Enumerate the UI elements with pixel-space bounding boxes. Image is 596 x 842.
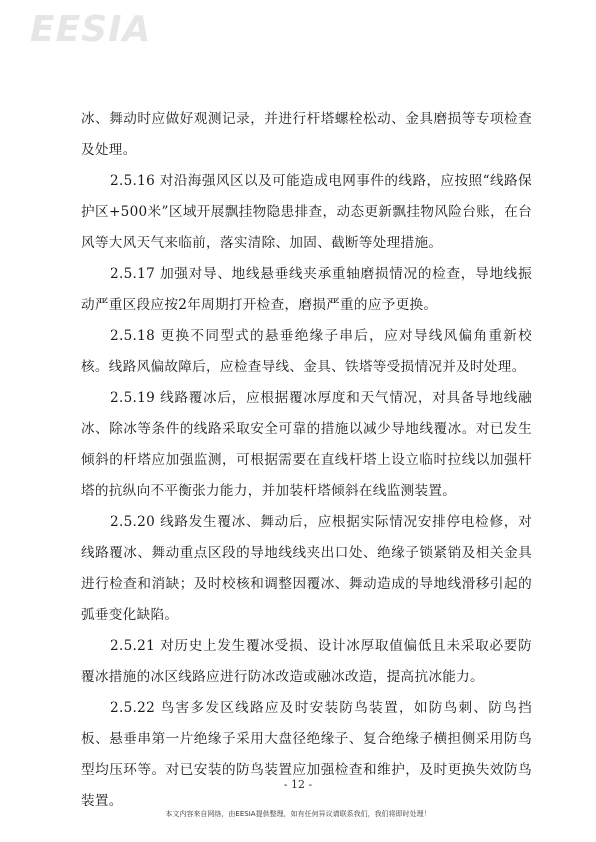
paragraph-2-5-19: 2.5.19 线路覆冰后，应根据覆冰厚度和天气情况，对具备导地线融冰、除冰等条件的线路采取安全可靠的措施以减少导地线覆冰。对已发生倾斜的杆塔应加强监测，可根据需要在直线杆塔上设立临时拉线以加强杆塔的抗纵向不平衡张力能力，并加装杆塔倾斜在线监测装置。	[81, 390, 532, 499]
paragraph-2-5-17: 2.5.17 加强对导、地线悬垂线夹承重轴磨损情况的检查，导地线振动严重区段应按2年周期打开检查，磨损严重的应予更换。	[81, 266, 532, 313]
paragraph-2-5-16: 2.5.16 对沿海强风区以及可能造成电网事件的线路，应按照“线路保护区+500米”区域开展飘挂物隐患排查，动态更新飘挂物风险台账，在台风等大风天气来临前，落实清除、加固、截断等处理措施。	[81, 173, 532, 251]
page-number: - 12 -	[283, 778, 313, 791]
paragraph-2-5-20: 2.5.20 线路发生覆冰、舞动后，应根据实际情况安排停电检修，对线路覆冰、舞动重点区段的导地线线夹出口处、绝缘子锁紧销及相关金具进行检查和消缺；及时校核和调整因覆冰、舞动造成的导地线滑移引起的弧垂变化缺陷。	[81, 514, 532, 623]
paragraph-2-5-18: 2.5.18 更换不同型式的悬垂绝缘子串后，应对导线风偏角重新校核。线路风偏故障后，应检查导线、金具、铁塔等受损情况并及时处理。	[81, 328, 532, 375]
footer-disclaimer: 本文内容来自网络，由EESIA提供整理，如有任何异议请联系我们，我们将即时处理！	[165, 810, 431, 818]
document-body	[81, 104, 532, 817]
paragraph-2-5-22: 2.5.22 鸟害多发区线路应及时安装防鸟装置，如防鸟刺、防鸟挡板、悬垂串第一片绝缘子采用大盘径绝缘子、复合绝缘子横担侧采用防鸟型均压环等。对已安装的防鸟装置应加强检查和维护，及时更换失效防鸟装置。	[81, 700, 532, 809]
eesia-logo: EESIA	[30, 9, 152, 50]
paragraph-continuation: 冰、舞动时应做好观测记录，并进行杆塔螺栓松动、金具磨损等专项检查及处理。	[81, 111, 532, 158]
paragraph-2-5-21: 2.5.21 对历史上发生覆冰受损、设计冰厚取值偏低且未采取必要防覆冰措施的冰区线路应进行防冰改造或融冰改造，提高抗冰能力。	[81, 638, 532, 685]
